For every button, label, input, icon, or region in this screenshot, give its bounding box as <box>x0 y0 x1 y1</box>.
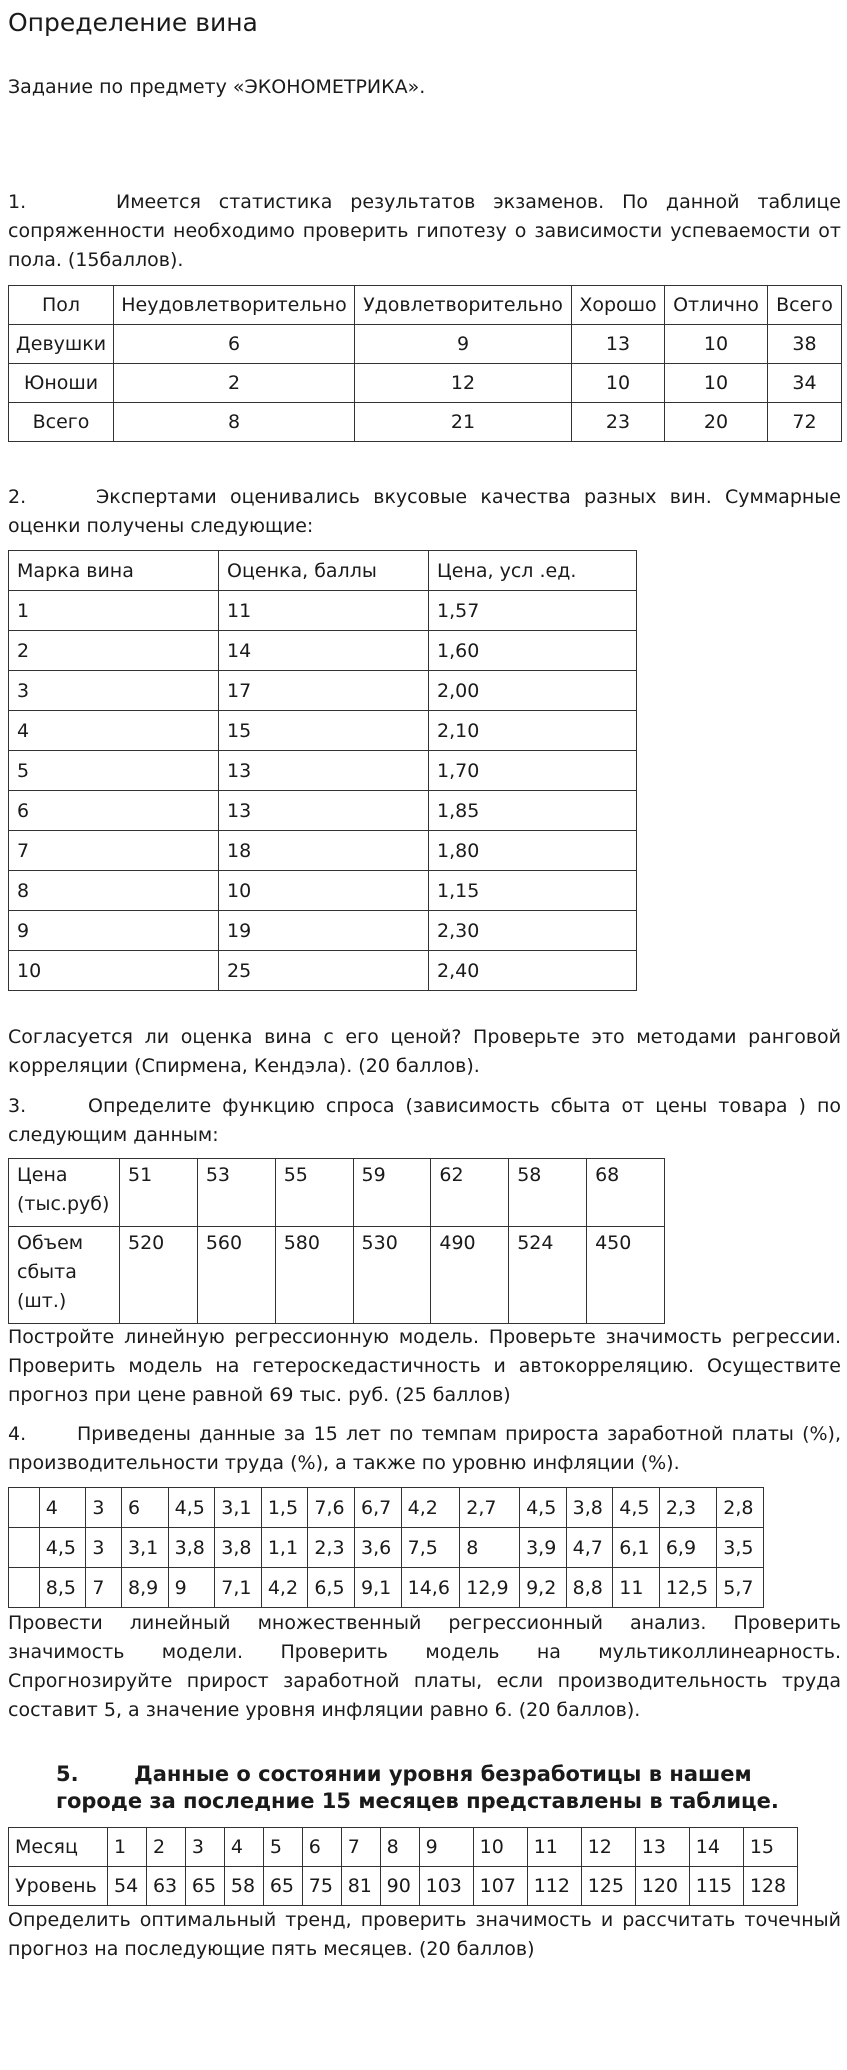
table-cell <box>9 1488 40 1528</box>
table-header-cell: Цена, усл .ед. <box>429 551 637 591</box>
table-cell: 3,8 <box>215 1528 262 1568</box>
table-header-cell: Хорошо <box>572 286 665 325</box>
table-cell: 13 <box>219 751 429 791</box>
table-cell: 17 <box>219 671 429 711</box>
table-cell: 6,1 <box>613 1528 660 1568</box>
table-row <box>9 631 637 671</box>
table-cell: 13 <box>572 325 665 364</box>
table-cell: 4,5 <box>520 1488 567 1528</box>
table-cell: 3,6 <box>355 1528 402 1568</box>
table-cell: 2,10 <box>429 711 637 751</box>
table-cell: 3 <box>185 1828 224 1867</box>
task2-question: Согласуется ли оценка вина с его ценой? Проверьте это методами ранговой корреляции (Спирмена, Кендэла). (20 баллов). <box>8 1026 841 1077</box>
table-cell: 72 <box>768 403 842 442</box>
table-cell: 13 <box>635 1828 689 1867</box>
table-cell: 11 <box>527 1828 581 1867</box>
table-cell: 6 <box>9 791 219 831</box>
table-header-row <box>9 551 637 591</box>
table-cell: 9 <box>9 911 219 951</box>
table-cell: 3,8 <box>168 1528 215 1568</box>
table-cell: 6 <box>114 325 355 364</box>
task4-description: Приведены данные за 15 лет по темпам прироста заработной платы (%), производительности труда (%), а также по уровню инфляции (%). <box>8 1423 841 1474</box>
table-cell <box>9 1568 40 1608</box>
table-cell: 3 <box>86 1488 122 1528</box>
table-cell: 1,5 <box>261 1488 308 1528</box>
table-cell: 580 <box>275 1227 353 1324</box>
table-cell: 68 <box>587 1159 665 1227</box>
table-row <box>9 831 637 871</box>
table-cell: 1,15 <box>429 871 637 911</box>
table-row <box>9 1828 798 1867</box>
table-cell: 38 <box>768 325 842 364</box>
table-cell: 90 <box>380 1867 419 1906</box>
table-cell: 25 <box>219 951 429 991</box>
table-cell: 4,5 <box>168 1488 215 1528</box>
table-cell: 4,5 <box>613 1488 660 1528</box>
task5-table <box>8 1827 798 1906</box>
task5-number: 5. <box>56 1762 79 1786</box>
table-cell: 14 <box>219 631 429 671</box>
table-cell: 6,5 <box>308 1568 355 1608</box>
table-cell: 2,40 <box>429 951 637 991</box>
table-cell: 2,30 <box>429 911 637 951</box>
table-row <box>9 1528 764 1568</box>
table-header-cell: Удовлетворительно <box>355 286 572 325</box>
table-cell: 3,9 <box>520 1528 567 1568</box>
table-cell: 1,70 <box>429 751 637 791</box>
table-cell: 55 <box>275 1159 353 1227</box>
table-cell <box>9 1528 40 1568</box>
table-cell: 6 <box>302 1828 341 1867</box>
table-cell: 1 <box>108 1828 147 1867</box>
table-cell: 125 <box>581 1867 635 1906</box>
table-cell: 112 <box>527 1867 581 1906</box>
table-cell: 7,1 <box>215 1568 262 1608</box>
task4-instructions: Провести линейный множественный регрессионный анализ. Проверить значимость модели. Проверить модель на мультиколлинеарность. Спрогнозируйте прирост заработной платы, если производительность труда составит 5, а значение уровня инфляции равно 6. (20 баллов). <box>8 1612 841 1721</box>
table-cell: 10 <box>665 364 768 403</box>
table-cell: 12,9 <box>460 1568 520 1608</box>
table-cell: 7 <box>9 831 219 871</box>
table-cell: 65 <box>263 1867 302 1906</box>
table-row-label: Месяц <box>9 1828 108 1867</box>
table-cell: 115 <box>689 1867 743 1906</box>
table-row <box>9 1568 764 1608</box>
table-cell: 8 <box>460 1528 520 1568</box>
table-cell: 53 <box>197 1159 275 1227</box>
table-cell: 2,3 <box>308 1528 355 1568</box>
table-header-cell: Отлично <box>665 286 768 325</box>
table-cell: 8 <box>9 871 219 911</box>
table-row <box>9 1488 764 1528</box>
table-cell: 2,7 <box>460 1488 520 1528</box>
table-cell: 59 <box>353 1159 431 1227</box>
table-cell: 54 <box>108 1867 147 1906</box>
table-cell: 2 <box>146 1828 185 1867</box>
table-row <box>9 403 842 442</box>
table-row <box>9 1867 798 1906</box>
table-cell: 3 <box>9 671 219 711</box>
table-cell: 9,2 <box>520 1568 567 1608</box>
table-row-label: Объем сбыта (шт.) <box>9 1227 120 1324</box>
table-row <box>9 911 637 951</box>
table-cell: 450 <box>587 1227 665 1324</box>
table-cell: 10 <box>572 364 665 403</box>
table-cell: 4 <box>9 711 219 751</box>
table-cell: 2,3 <box>659 1488 716 1528</box>
page-title: Определение вина <box>8 8 258 37</box>
table-cell: 6,7 <box>355 1488 402 1528</box>
table-row <box>9 671 637 711</box>
table-cell: 13 <box>219 791 429 831</box>
table-cell: 3,8 <box>566 1488 613 1528</box>
table-cell: 18 <box>219 831 429 871</box>
table-cell: Юноши <box>9 364 114 403</box>
table-cell: 107 <box>473 1867 527 1906</box>
table-cell: 8,5 <box>39 1568 86 1608</box>
table-cell: 3,1 <box>122 1528 169 1568</box>
task5-heading <box>56 1761 841 1815</box>
table-cell: 34 <box>768 364 842 403</box>
task3-text <box>8 1092 841 1150</box>
table-row <box>9 871 637 911</box>
table-cell: 2,8 <box>717 1488 764 1528</box>
table-row <box>9 364 842 403</box>
task4-number: 4. <box>8 1423 27 1445</box>
table-cell: 524 <box>509 1227 587 1324</box>
task5-instructions: Определить оптимальный тренд, проверить значимость и рассчитать точечный прогноз на последующие пять месяцев. (20 баллов) <box>8 1909 841 1960</box>
table-cell: 6 <box>122 1488 169 1528</box>
table-cell: 4,7 <box>566 1528 613 1568</box>
table-cell: 19 <box>219 911 429 951</box>
table-header-cell: Всего <box>768 286 842 325</box>
table-cell: 3,5 <box>717 1528 764 1568</box>
table-header-cell: Неудовлетворительно <box>114 286 355 325</box>
task3-description: Определите функцию спроса (зависимость сбыта от цены товара ) по следующим данным: <box>8 1095 841 1146</box>
table-row <box>9 325 842 364</box>
task3-table <box>8 1158 665 1324</box>
table-cell: 20 <box>665 403 768 442</box>
table-cell: 7 <box>86 1568 122 1608</box>
table-cell: 8,9 <box>122 1568 169 1608</box>
table-cell: 14,6 <box>401 1568 460 1608</box>
table-cell: 8 <box>114 403 355 442</box>
task2-text <box>8 483 841 541</box>
table-row <box>9 1227 665 1324</box>
table-cell: 58 <box>509 1159 587 1227</box>
table-cell: 1,1 <box>261 1528 308 1568</box>
task2-table <box>8 550 637 991</box>
table-cell: 21 <box>355 403 572 442</box>
table-cell: 8 <box>380 1828 419 1867</box>
table-cell: 6,9 <box>659 1528 716 1568</box>
table-cell: 560 <box>197 1227 275 1324</box>
task1-text <box>8 188 841 275</box>
table-cell: 75 <box>302 1867 341 1906</box>
table-cell: 11 <box>219 591 429 631</box>
table-cell: Всего <box>9 403 114 442</box>
task1-table <box>8 285 842 442</box>
table-cell: 15 <box>219 711 429 751</box>
table-cell: 58 <box>224 1867 263 1906</box>
table-cell: 4 <box>224 1828 263 1867</box>
table-header-cell: Марка вина <box>9 551 219 591</box>
table-cell: 520 <box>120 1227 198 1324</box>
table-header-cell: Пол <box>9 286 114 325</box>
table-cell: 5,7 <box>717 1568 764 1608</box>
table-cell: 23 <box>572 403 665 442</box>
table-cell: 14 <box>689 1828 743 1867</box>
table-row <box>9 751 637 791</box>
table-cell: 10 <box>9 951 219 991</box>
task3-instructions: Постройте линейную регрессионную модель. Проверьте значимость регрессии. Проверить модель на гетероскедастичность и автокорреляцию. Осуществите прогноз при цене равной 69 тыс. руб. (25 баллов) <box>8 1326 841 1406</box>
table-cell: 51 <box>120 1159 198 1227</box>
table-cell: 7,6 <box>308 1488 355 1528</box>
table-cell: 2 <box>114 364 355 403</box>
task5-heading-text: Данные о состоянии уровня безработицы в нашем городе за последние 15 месяцев представлены в таблице. <box>56 1762 779 1813</box>
table-cell: 1,85 <box>429 791 637 831</box>
table-cell: 9 <box>168 1568 215 1608</box>
table-cell: 62 <box>431 1159 509 1227</box>
table-cell: 1 <box>9 591 219 631</box>
table-cell: 4,2 <box>401 1488 460 1528</box>
table-cell: 10 <box>219 871 429 911</box>
table-row <box>9 791 637 831</box>
table-cell: 103 <box>419 1867 473 1906</box>
task1-description: Имеется статистика результатов экзаменов. По данной таблице сопряженности необходимо проверить гипотезу о зависимости успеваемости от пола. (15баллов). <box>8 191 841 271</box>
table-cell: 5 <box>9 751 219 791</box>
table-cell: 490 <box>431 1227 509 1324</box>
table-row <box>9 1159 665 1227</box>
table-row <box>9 591 637 631</box>
table-cell: 7 <box>341 1828 380 1867</box>
table-cell: 4 <box>39 1488 86 1528</box>
table-cell: 4,5 <box>39 1528 86 1568</box>
table-cell: 3,1 <box>215 1488 262 1528</box>
task1-number: 1. <box>8 191 27 213</box>
table-row-label: Уровень <box>9 1867 108 1906</box>
task2-description: Экспертами оценивались вкусовые качества разных вин. Суммарные оценки получены следующие: <box>8 486 841 537</box>
table-cell: 1,80 <box>429 831 637 871</box>
task4-text <box>8 1420 841 1478</box>
table-cell: 2,00 <box>429 671 637 711</box>
table-cell: 65 <box>185 1867 224 1906</box>
table-cell: 12 <box>581 1828 635 1867</box>
table-cell: 2 <box>9 631 219 671</box>
table-cell: 128 <box>743 1867 797 1906</box>
task4-table <box>8 1487 764 1608</box>
table-cell: 5 <box>263 1828 302 1867</box>
table-cell: 63 <box>146 1867 185 1906</box>
table-cell: 1,57 <box>429 591 637 631</box>
table-cell: 12,5 <box>659 1568 716 1608</box>
table-cell: 12 <box>355 364 572 403</box>
table-cell: 9 <box>419 1828 473 1867</box>
task3-number: 3. <box>8 1095 27 1117</box>
table-cell: 9 <box>355 325 572 364</box>
table-cell: 7,5 <box>401 1528 460 1568</box>
table-cell: 10 <box>473 1828 527 1867</box>
table-cell: 1,60 <box>429 631 637 671</box>
table-row <box>9 951 637 991</box>
table-cell: 15 <box>743 1828 797 1867</box>
table-cell: 8,8 <box>566 1568 613 1608</box>
subject-line: Задание по предмету «ЭКОНОМЕТРИКА». <box>8 76 426 98</box>
table-cell: 11 <box>613 1568 660 1608</box>
table-cell: 9,1 <box>355 1568 402 1608</box>
table-cell: 4,2 <box>261 1568 308 1608</box>
table-cell: 81 <box>341 1867 380 1906</box>
table-row <box>9 711 637 751</box>
table-cell: 120 <box>635 1867 689 1906</box>
table-cell: Девушки <box>9 325 114 364</box>
table-cell: 10 <box>665 325 768 364</box>
table-cell: 530 <box>353 1227 431 1324</box>
table-cell: 3 <box>86 1528 122 1568</box>
table-header-row <box>9 286 842 325</box>
table-row-label: Цена (тыс.руб) <box>9 1159 120 1227</box>
table-header-cell: Оценка, баллы <box>219 551 429 591</box>
task2-number: 2. <box>8 486 27 508</box>
